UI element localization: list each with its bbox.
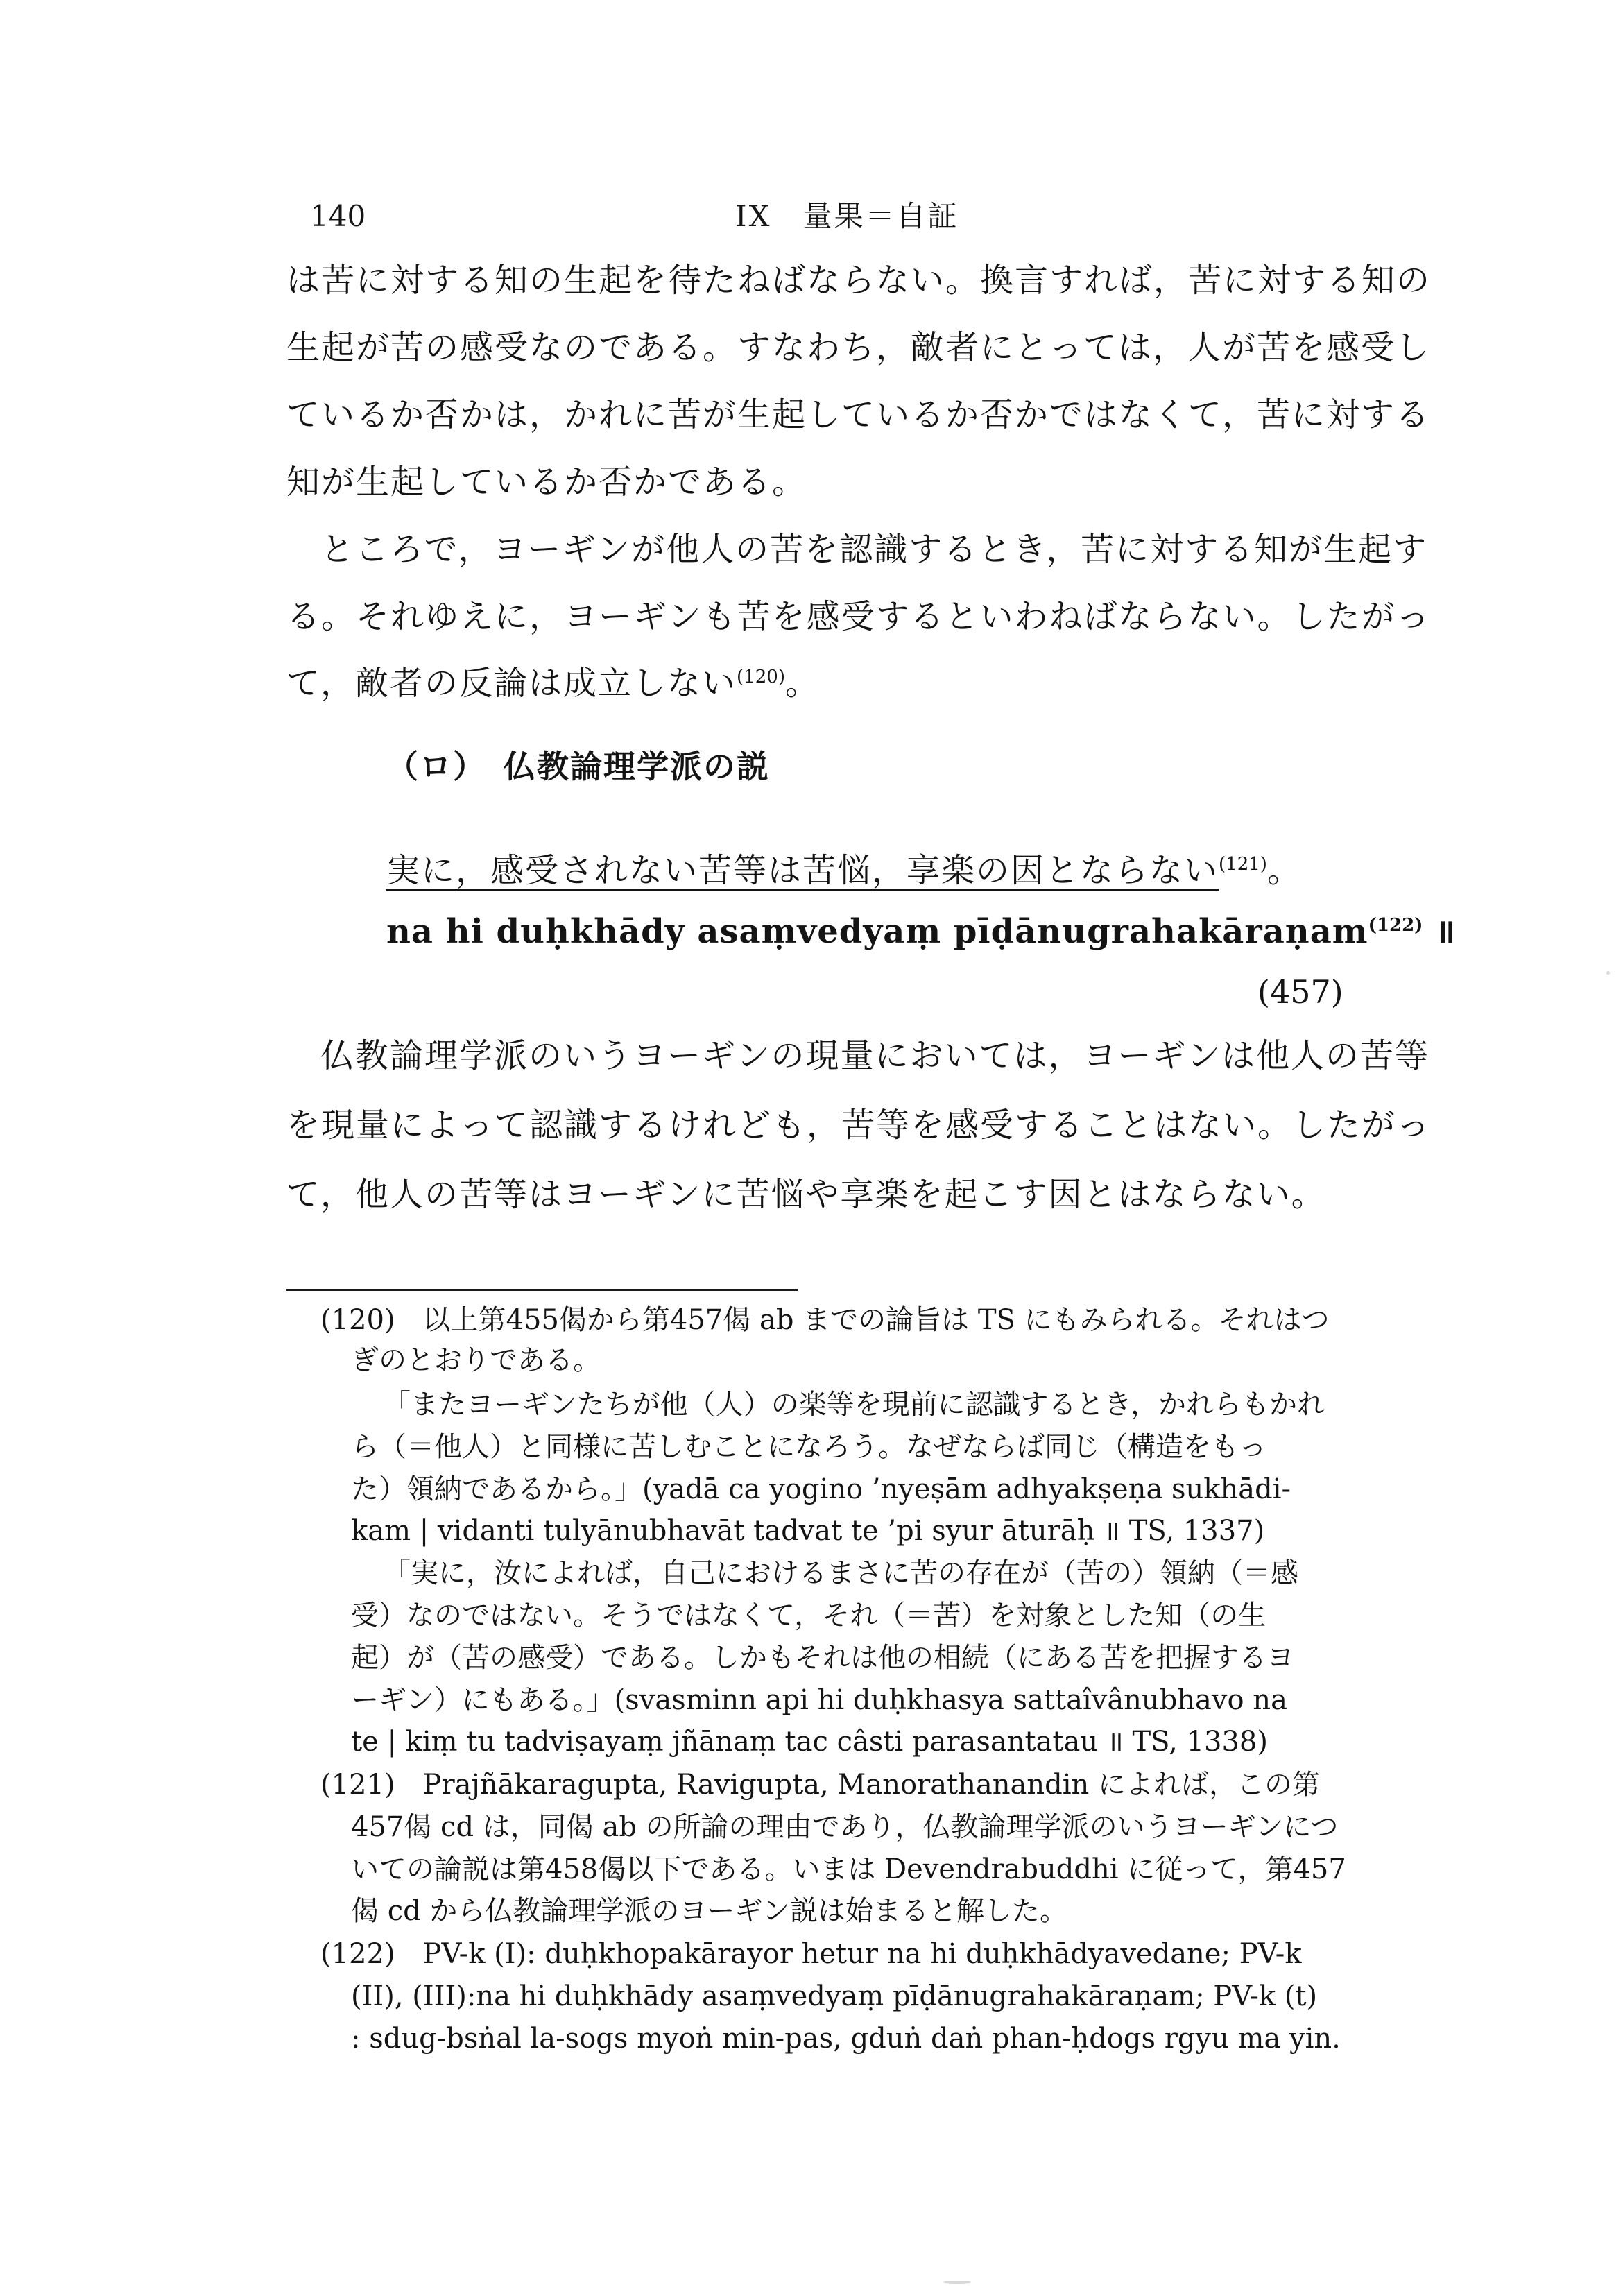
body-text-end: 。	[784, 664, 820, 703]
body-line: る。それゆえに，ヨーギンも苦を感受するといわねばならない。したがっ	[286, 597, 1431, 636]
body-line: を現量によって認識するけれども，苦等を感受することはない。したがっ	[286, 1106, 1432, 1145]
footnote-line: (121) Prajñākaragupta, Ravigupta, Manorathanandin によれば，この第	[320, 1769, 1320, 1801]
verse-sanskrit-end: ॥	[1423, 912, 1456, 951]
footnote-ref-120: (120)	[737, 667, 785, 687]
footnote-line: いての論説は第458偈以下である。いまは Devendrabuddhi に従って，第457	[351, 1853, 1346, 1885]
footnote-line: 起）が（苦の感受）である。しかもそれは他の相続（にある苦を把握するヨ	[351, 1642, 1294, 1674]
footnote-ref-122: (122)	[1368, 915, 1423, 936]
verse-sanskrit-text: na hi duḥkhādy asaṃvedyaṃ pīḍānugrahakāraṇam	[386, 912, 1368, 951]
body-line: 仏教論理学派のいうヨーギンの現量においては，ヨーギンは他人の苦等	[320, 1036, 1430, 1075]
footnote-line: : sdug-bsṅal la-sogs myoṅ min-pas, gduṅ daṅ phan-ḥdogs rgyu ma yin.	[351, 2023, 1341, 2055]
verse-japanese-end: 。	[1266, 851, 1302, 890]
footnote-line: 457偈 cd は，同偈 ab の所論の理由であり，仏教論理学派のいうヨーギンにつ	[351, 1811, 1339, 1843]
body-line: ところで，ヨーギンが他人の苦を認識するとき，苦に対する知が生起す	[320, 530, 1428, 569]
body-line: 生起が苦の感受なのである。すなわち，敵者にとっては，人が苦を感受し	[286, 328, 1431, 367]
footnote-line: 偈 cd から仏教論理学派のヨーギン説は始まると解した。	[351, 1895, 1068, 1927]
body-line: は苦に対する知の生起を待たねばならない。換言すれば，苦に対する知の	[286, 261, 1432, 300]
body-line-with-note	[0, 655, 1623, 705]
body-line: て，他人の苦等はヨーギンに苦悩や享楽を起こす因とはならない。	[286, 1175, 1326, 1214]
body-line: ているか否かは，かれに苦が生起しているか否かではなくて，苦に対する	[286, 395, 1431, 434]
footnote-line: 「またヨーギンたちが他（人）の楽等を現前に認識するとき，かれらもかれ	[383, 1389, 1325, 1421]
scan-speck	[943, 2281, 971, 2284]
footnote-line: ぎのとおりである。	[351, 1344, 601, 1376]
verse-number: (457)	[1257, 973, 1343, 1011]
footnote-line: kam | vidanti tulyānubhavāt tadvat te ’pi syur āturāḥ ॥ TS, 1337)	[351, 1515, 1265, 1547]
verse-japanese-text: 実に，感受されない苦等は苦悩，享楽の因とならない	[386, 851, 1219, 890]
page-number: 140	[310, 199, 366, 233]
footnote-rule	[286, 1289, 798, 1291]
body-line: 知が生起しているか否かである。	[286, 463, 807, 502]
footnote-ref-121: (121)	[1219, 854, 1267, 875]
footnote-line: た）領納であるから。」(yadā ca yogino ’nyeṣām adhyakṣeṇa sukhādi-	[351, 1473, 1291, 1505]
footnote-line: (120) 以上第455偈から第457偈 ab までの論旨は TS にもみられる。それはつ	[320, 1304, 1330, 1336]
footnote-line: te | kiṃ tu tadviṣayaṃ jñānaṃ tac câsti parasantatau ॥ TS, 1338)	[351, 1726, 1268, 1758]
footnote-line: ら（＝他人）と同様に苦しむことになろう。なぜならば同じ（構造をもっ	[351, 1431, 1266, 1463]
scan-speck	[1606, 971, 1610, 975]
body-text: て，敵者の反論は成立しない	[286, 664, 737, 703]
footnote-line: ーギン）にもある。」(svasminn api hi duḥkhasya sattaîvânubhavo na	[351, 1684, 1287, 1716]
verse-sanskrit	[0, 903, 1623, 954]
section-heading: （ロ） 仏教論理学派の説	[386, 748, 770, 785]
footnote-line: 「実に，汝によれば，自己におけるまさに苦の存在が（苦の）領納（＝感	[383, 1557, 1298, 1589]
footnote-line: (122) PV-k (I): duḥkhopakārayor hetur na hi duḥkhādyavedane; PV-k	[320, 1938, 1302, 1970]
footnote-line: 受）なのではない。そうではなくて，それ（＝苦）を対象とした知（の生	[351, 1600, 1266, 1631]
footnote-line: (II), (III):na hi duḥkhādy asaṃvedyaṃ pīḍānugrahakāraṇam; PV-k (t)	[351, 1980, 1318, 2012]
running-title: IX 量果＝自証	[735, 199, 959, 233]
verse-japanese	[0, 842, 1623, 893]
